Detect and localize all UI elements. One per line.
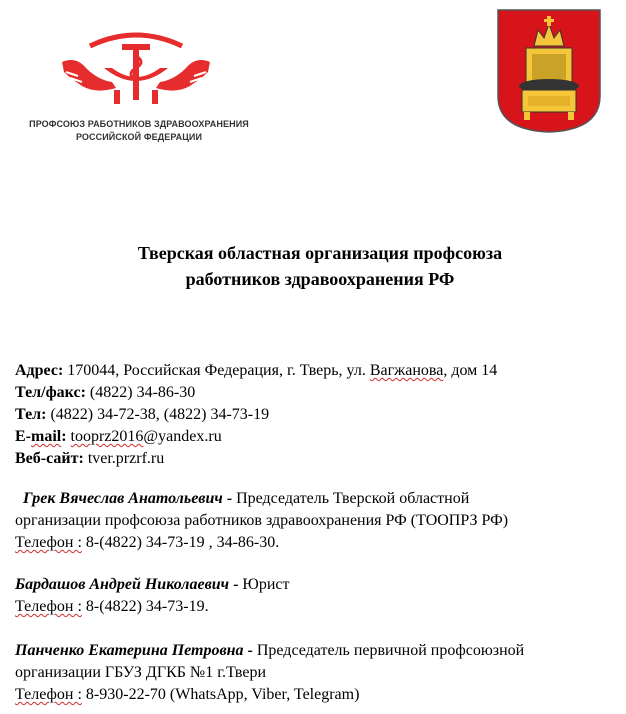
phone-value: 8-(4822) 34-73-19 , 34-86-30. — [85, 534, 280, 551]
person-header — [15, 574, 615, 596]
address-street: Вагжанова — [369, 362, 444, 379]
person-name: Панченко Екатерина Петровна — [15, 642, 244, 659]
person-card — [15, 488, 615, 554]
logo-caption-line1: ПРОФСОЮЗ РАБОТНИКОВ ЗДРАВООХРАНЕНИЯ — [29, 119, 249, 129]
address-tail: , дом 14 — [443, 362, 498, 379]
address-label: Адрес: — [15, 362, 64, 379]
phone-value: 8-930-22-70 (WhatsApp, Viber, Telegram) — [85, 686, 360, 703]
person-name: Грек Вячеслав Анатольевич — [23, 490, 223, 507]
person-role: Председатель Тверской областной — [236, 490, 470, 507]
person-dash: - — [233, 576, 239, 593]
person-role-continued: организации ГБУЗ ДГКБ №1 г.Твери — [15, 664, 267, 681]
website-line — [15, 448, 497, 470]
person-phone — [15, 684, 615, 706]
coat-of-arms-icon — [496, 8, 602, 134]
logo-caption-line2: РОССИЙСКОЙ ФЕДЕРАЦИИ — [75, 132, 203, 142]
email-label-prefix: E- — [15, 428, 31, 445]
website-value[interactable]: tver.przrf.ru — [87, 450, 165, 467]
person-dash: - — [247, 642, 253, 659]
email-value[interactable] — [71, 428, 222, 445]
person-phone — [15, 532, 615, 554]
person-card — [15, 574, 615, 618]
website-label: Веб-сайт: — [15, 450, 84, 467]
person-role: Председатель первичной профсоюзной — [256, 642, 525, 659]
email-line — [15, 426, 497, 448]
person-dash: - — [226, 490, 233, 507]
person-phone — [15, 596, 615, 618]
person-name: Бардашов Андрей Николаевич — [15, 576, 230, 593]
phone-label: Телефон : — [15, 534, 82, 551]
contacts-block — [15, 360, 497, 470]
email-label-word: mail — [31, 428, 62, 445]
coat-of-arms — [496, 8, 602, 139]
union-logo — [14, 28, 264, 148]
email-label-colon: : — [61, 428, 67, 445]
organization-title — [40, 240, 600, 292]
phone-label: Телефон : — [15, 686, 82, 703]
person-role-continued: организации профсоюза работников здравоохранения РФ (ТООПРЗ РФ) — [15, 512, 509, 529]
person-card — [15, 640, 615, 706]
union-emblem-icon — [56, 28, 216, 113]
phone-value: 8-(4822) 34-73-19. — [85, 598, 209, 615]
tel-label: Тел: — [15, 406, 47, 423]
telfax-label: Тел/факс: — [15, 384, 86, 401]
person-role: Юрист — [242, 576, 290, 593]
person-header — [15, 488, 615, 510]
title-line1: Тверская областная организация профсоюза — [137, 243, 503, 263]
telfax-value: (4822) 34-86-30 — [89, 384, 196, 401]
person-header — [15, 640, 615, 662]
telfax-line — [15, 382, 497, 404]
email-label — [15, 428, 67, 445]
phone-label: Телефон : — [15, 598, 82, 615]
address-value: 170044, Российская Федерация, г. Тверь, ул. — [67, 362, 366, 379]
address-line — [15, 360, 497, 382]
tel-value: (4822) 34-72-38, (4822) 34-73-19 — [50, 406, 270, 423]
email-value-user: tooprz2016 — [70, 428, 144, 445]
tel-line — [15, 404, 497, 426]
email-value-domain: @yandex.ru — [143, 428, 222, 445]
title-line2: работников здравоохранения РФ — [185, 269, 455, 289]
